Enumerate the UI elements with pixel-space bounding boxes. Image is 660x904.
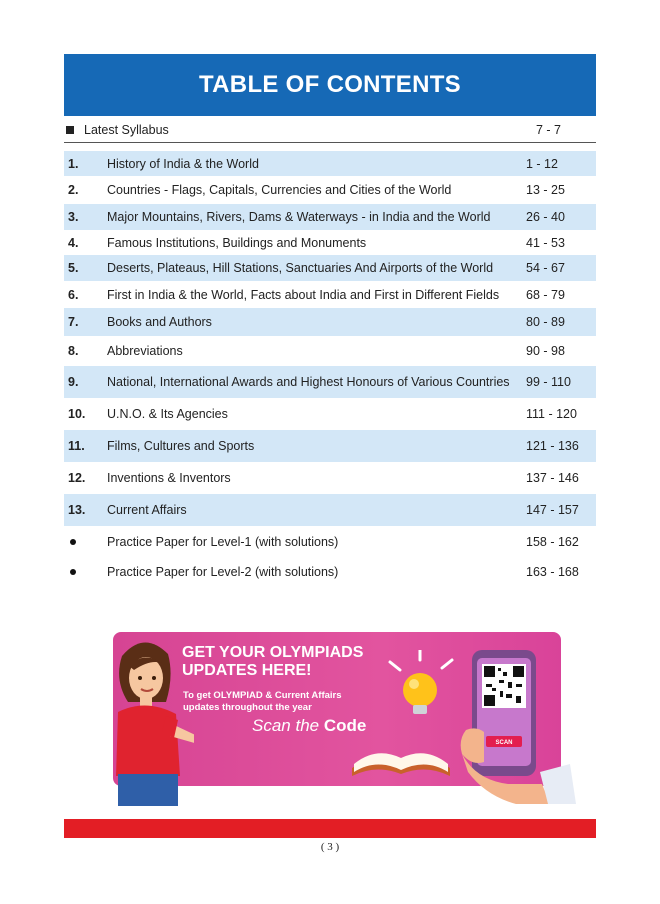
entry-pages: 90 - 98 (526, 344, 565, 358)
entry-title: U.N.O. & Its Agencies (107, 407, 228, 421)
entry-title: Current Affairs (107, 503, 187, 517)
toc-entry-7[interactable] (64, 308, 596, 336)
entry-number: 10. (68, 407, 86, 421)
entry-number: 12. (68, 471, 86, 485)
toc-entry-11[interactable] (64, 430, 596, 462)
entry-pages: 163 - 168 (526, 565, 579, 579)
entry-pages: 41 - 53 (526, 235, 565, 250)
banner-title-line-2: UPDATES HERE! (182, 662, 312, 679)
syllabus-row (64, 117, 596, 143)
toc-entry-5[interactable] (64, 255, 596, 281)
entry-title: Books and Authors (107, 315, 212, 329)
entry-number: 4. (68, 235, 79, 250)
entry-number: 13. (68, 503, 86, 517)
lightbulb-icon (382, 650, 462, 720)
entry-title: Practice Paper for Level-1 (with solutions) (107, 535, 339, 549)
entry-title: Major Mountains, Rivers, Dams & Waterways - in India and the World (107, 210, 491, 224)
syllabus-pages: 7 - 7 (536, 122, 562, 137)
toc-entry-12[interactable] (64, 462, 596, 494)
entry-pages: 158 - 162 (526, 535, 579, 549)
toc-entry-2[interactable] (64, 177, 596, 203)
banner-title-line-1: GET YOUR OLYMPIADS (182, 644, 364, 661)
practice-paper-2[interactable] (64, 558, 596, 586)
entry-title: National, International Awards and Highest Honours of Various Countries (107, 375, 510, 389)
entry-title: Practice Paper for Level-2 (with solutions) (107, 565, 339, 579)
entry-title: Inventions & Inventors (107, 471, 231, 485)
scan-word: Scan (252, 716, 291, 735)
entry-pages: 80 - 89 (526, 315, 565, 329)
practice-paper-1[interactable] (64, 528, 596, 556)
page-number: ( 3 ) (320, 841, 340, 853)
entry-title: Films, Cultures and Sports (107, 439, 255, 453)
entry-pages: 137 - 146 (526, 471, 579, 485)
banner-subtitle-line-1: To get OLYMPIAD & Current Affairs (183, 690, 342, 701)
entry-pages: 147 - 157 (526, 503, 579, 517)
entry-pages: 111 - 120 (526, 407, 577, 421)
entry-number: 6. (68, 287, 79, 302)
toc-title: TABLE OF CONTENTS (199, 71, 461, 98)
banner-subtitle-line-2: updates throughout the year (183, 702, 312, 713)
toc-entry-8[interactable] (64, 336, 596, 366)
syllabus-label: Latest Syllabus (84, 122, 169, 137)
entry-title: Deserts, Plateaus, Hill Stations, Sanctuaries And Airports of the World (107, 261, 494, 275)
entry-number: 9. (68, 375, 79, 389)
the-word: the (290, 716, 324, 735)
toc-entry-4[interactable] (64, 230, 596, 255)
banner-title (182, 644, 402, 680)
entry-number: 5. (68, 261, 79, 275)
code-word: Code (323, 716, 367, 735)
entry-number: 11. (68, 439, 85, 453)
phone-qr-code-illustration[interactable] (456, 644, 576, 804)
entry-title: First in India & the World, Facts about India and First in Different Fields (107, 287, 500, 302)
toc-entry-6[interactable] (64, 281, 596, 308)
entry-pages: 121 - 136 (526, 439, 579, 453)
toc-entry-9[interactable] (64, 366, 596, 398)
entry-pages: 54 - 67 (526, 261, 565, 275)
entry-pages: 68 - 79 (526, 287, 565, 302)
entry-title: Abbreviations (107, 344, 183, 358)
entry-number: 7. (68, 315, 79, 329)
entry-pages: 26 - 40 (526, 210, 565, 224)
toc-header (64, 54, 596, 116)
entry-title: Countries - Flags, Capitals, Currencies and Cities of the World (107, 183, 452, 197)
entry-pages: 13 - 25 (526, 183, 565, 197)
bullet-icon (70, 569, 76, 575)
entry-title: Famous Institutions, Buildings and Monuments (107, 235, 367, 250)
toc-entry-1[interactable] (64, 151, 596, 176)
footer-red-bar (64, 819, 596, 838)
open-book-icon (346, 716, 456, 780)
toc-entry-3[interactable] (64, 204, 596, 230)
entry-pages: 1 - 12 (526, 156, 558, 171)
bullet-icon (70, 539, 76, 545)
entry-pages: 99 - 110 (526, 375, 571, 389)
scan-button-label: SCAN (495, 740, 513, 746)
entry-number: 8. (68, 344, 79, 358)
entry-number: 1. (68, 156, 79, 171)
banner-subtitle (183, 690, 383, 714)
toc-entry-13[interactable] (64, 494, 596, 526)
toc-entry-10[interactable] (64, 398, 596, 430)
girl-illustration (104, 636, 194, 806)
entry-title: History of India & the World (107, 156, 259, 171)
entry-number: 3. (68, 210, 79, 224)
entry-number: 2. (68, 183, 79, 197)
square-bullet-icon (66, 126, 74, 134)
